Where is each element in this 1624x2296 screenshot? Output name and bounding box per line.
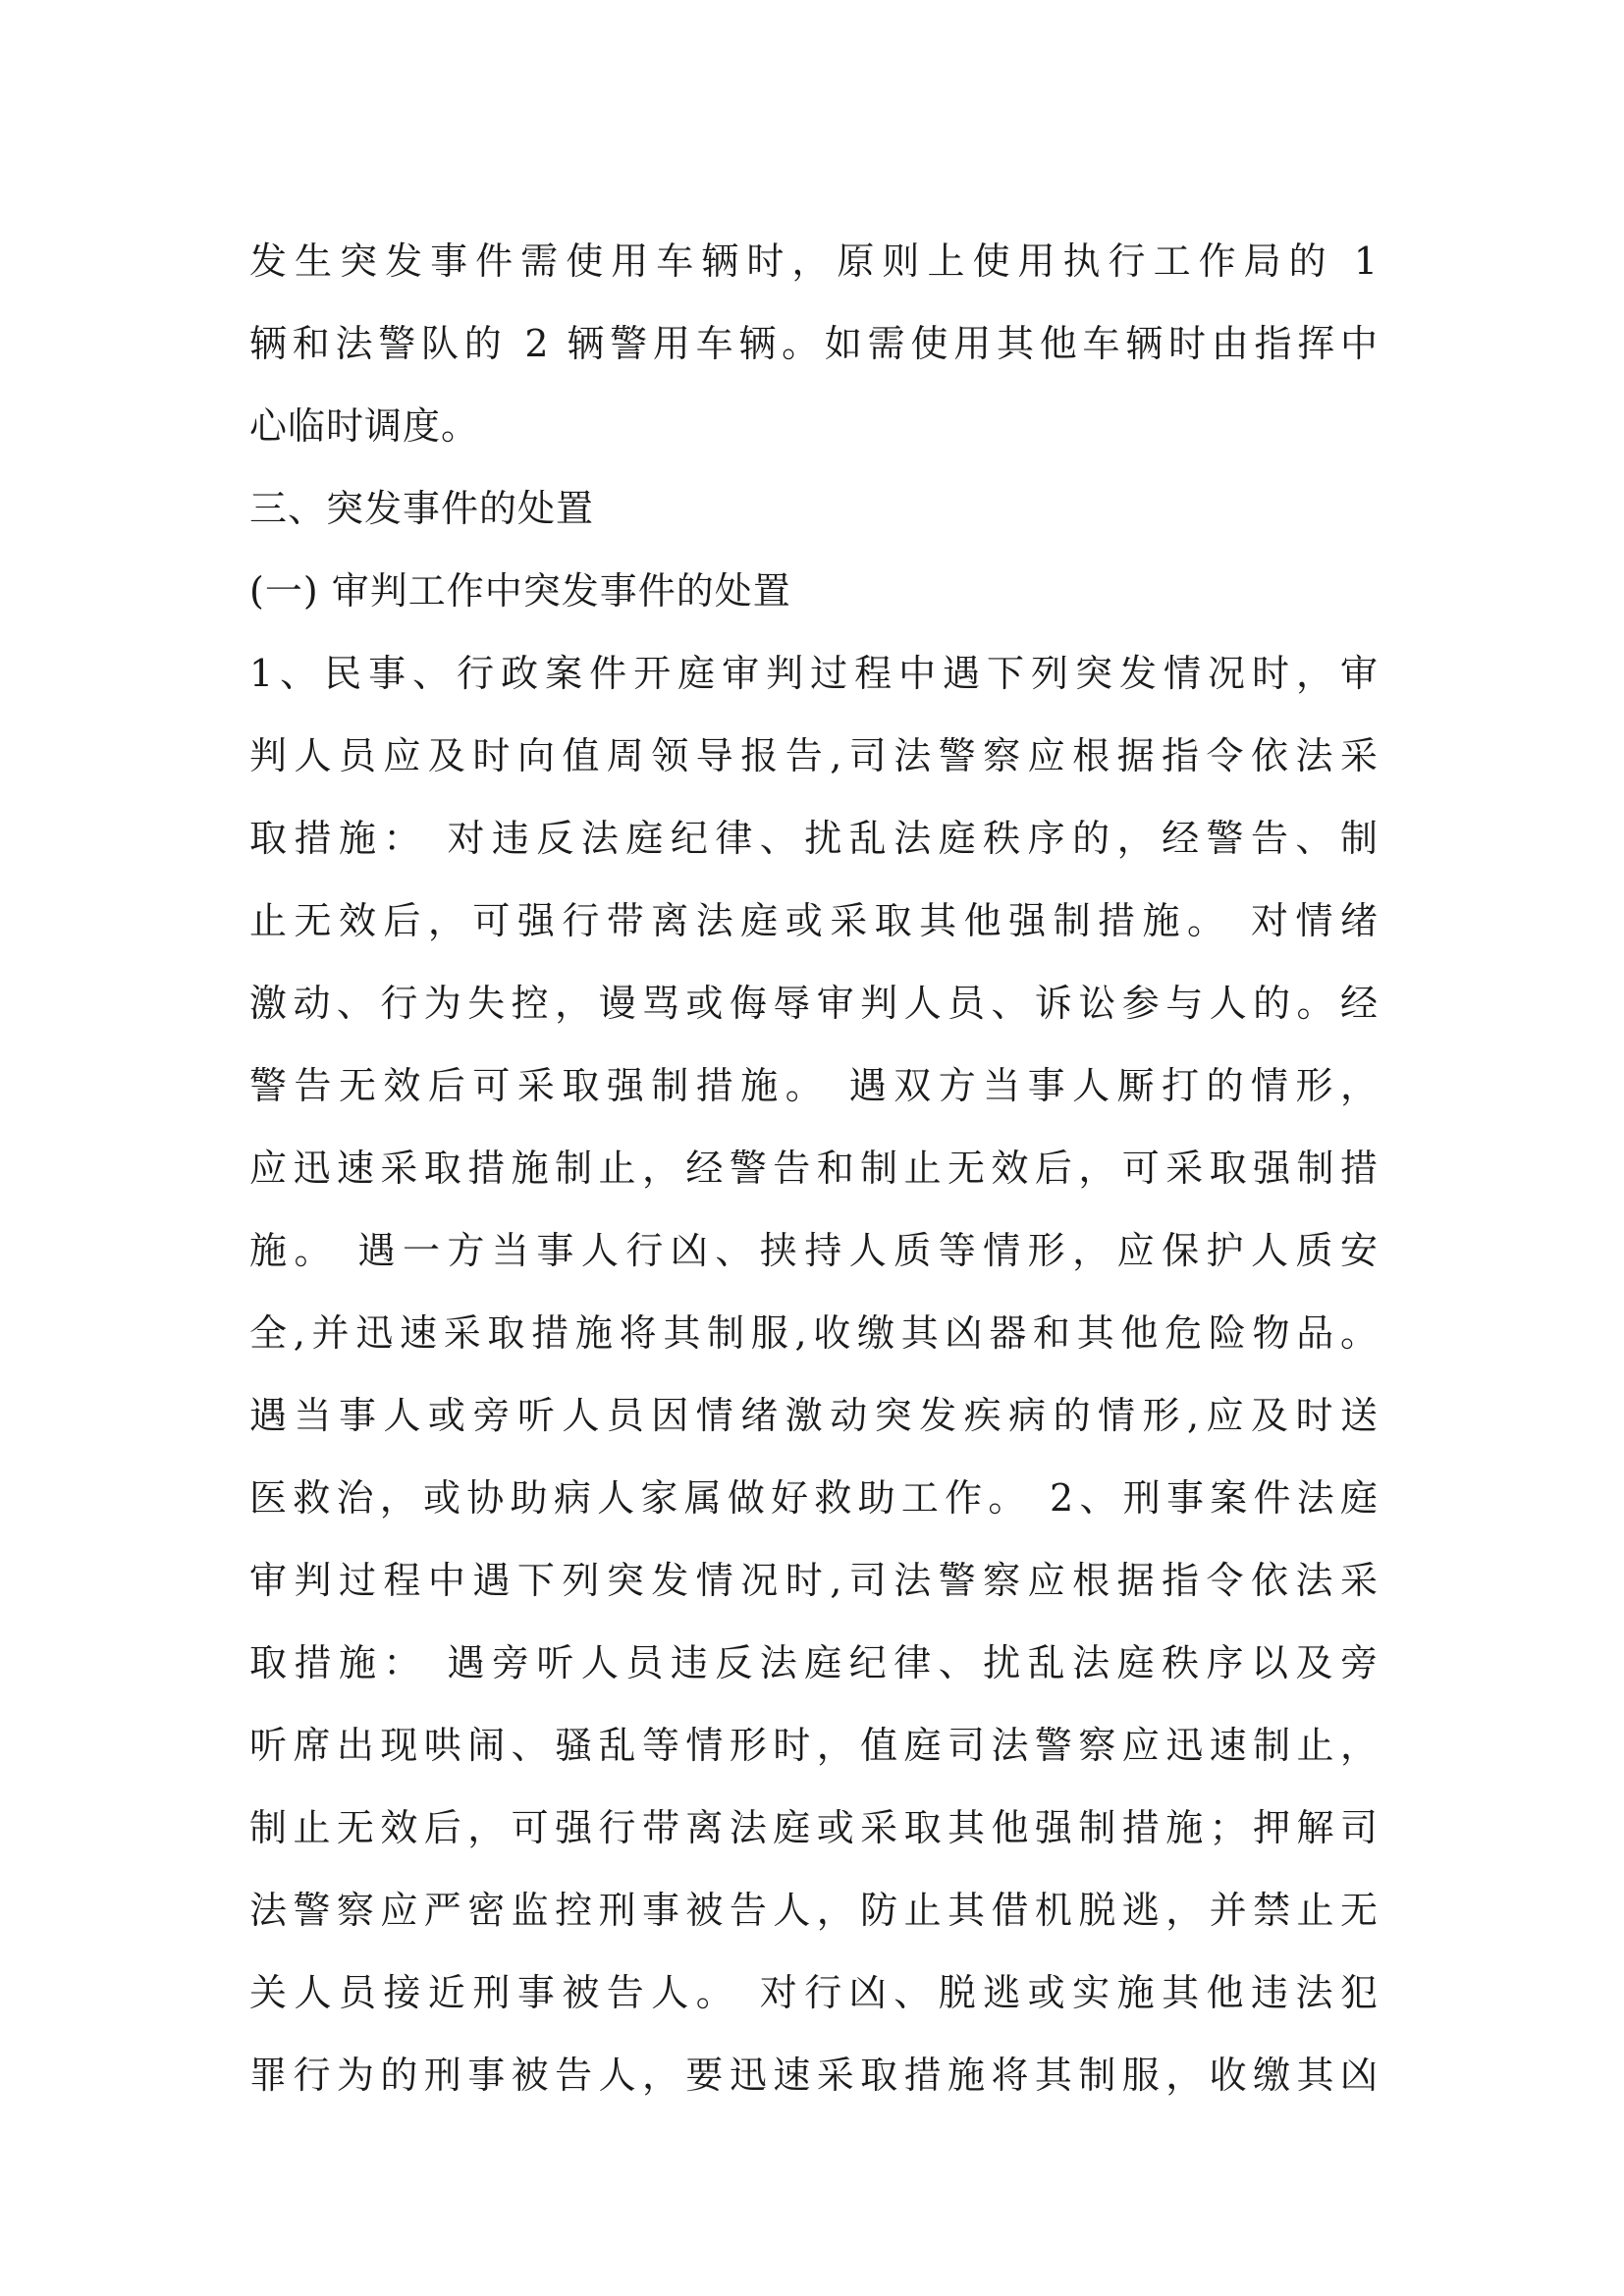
text-line: 止无效后，可强行带离法庭或采取其他强制措施。 对情绪 [249,899,1379,942]
text-line: 关人员接近刑事被告人。 对行凶、脱逃或实施其他违法犯 [249,1971,1379,2014]
text-line: 心临时调度。 [249,404,480,448]
text-line: 审判过程中遇下列突发情况时,司法警察应根据指令依法采 [249,1559,1379,1602]
text-line: 应迅速采取措施制止，经警告和制止无效后，可采取强制措 [249,1147,1379,1190]
text-line: 1、民事、行政案件开庭审判过程中遇下列突发情况时，审 [249,652,1379,695]
text-line: 医救治，或协助病人家属做好救助工作。 2、刑事案件法庭 [249,1476,1379,1520]
text-line: 全,并迅速采取措施将其制服,收缴其凶器和其他危险物品。 [249,1311,1379,1355]
text-line: 取措施： 遇旁听人员违反法庭纪律、扰乱法庭秩序以及旁 [249,1641,1379,1684]
section-heading: 三、突发事件的处置 [249,487,595,530]
text-line: 取措施： 对违反法庭纪律、扰乱法庭秩序的，经警告、制 [249,817,1379,860]
text-line: 遇当事人或旁听人员因情绪激动突发疾病的情形,应及时送 [249,1394,1379,1437]
text-line: 激动、行为失控，谩骂或侮辱审判人员、诉讼参与人的。经 [249,982,1379,1025]
text-line: 法警察应严密监控刑事被告人，防止其借机脱逃，并禁止无 [249,1889,1379,1932]
text-line: 罪行为的刑事被告人，要迅速采取措施将其制服，收缴其凶 [249,2054,1379,2097]
text-line: 发生突发事件需使用车辆时，原则上使用执行工作局的 1 [249,240,1379,283]
body-text [249,220,1379,2116]
subsection-heading: (一) 审判工作中突发事件的处置 [249,569,791,613]
text-line: 听席出现哄闹、骚乱等情形时，值庭司法警察应迅速制止， [249,1724,1379,1767]
text-line: 施。 遇一方当事人行凶、挟持人质等情形，应保护人质安 [249,1229,1379,1272]
text-line: 制止无效后，可强行带离法庭或采取其他强制措施；押解司 [249,1806,1379,1849]
text-line: 判人员应及时向值周领导报告,司法警察应根据指令依法采 [249,734,1379,777]
text-line: 辆和法警队的 2 辆警用车辆。如需使用其他车辆时由指挥中 [249,322,1379,365]
text-line: 警告无效后可采取强制措施。 遇双方当事人厮打的情形， [249,1064,1379,1107]
